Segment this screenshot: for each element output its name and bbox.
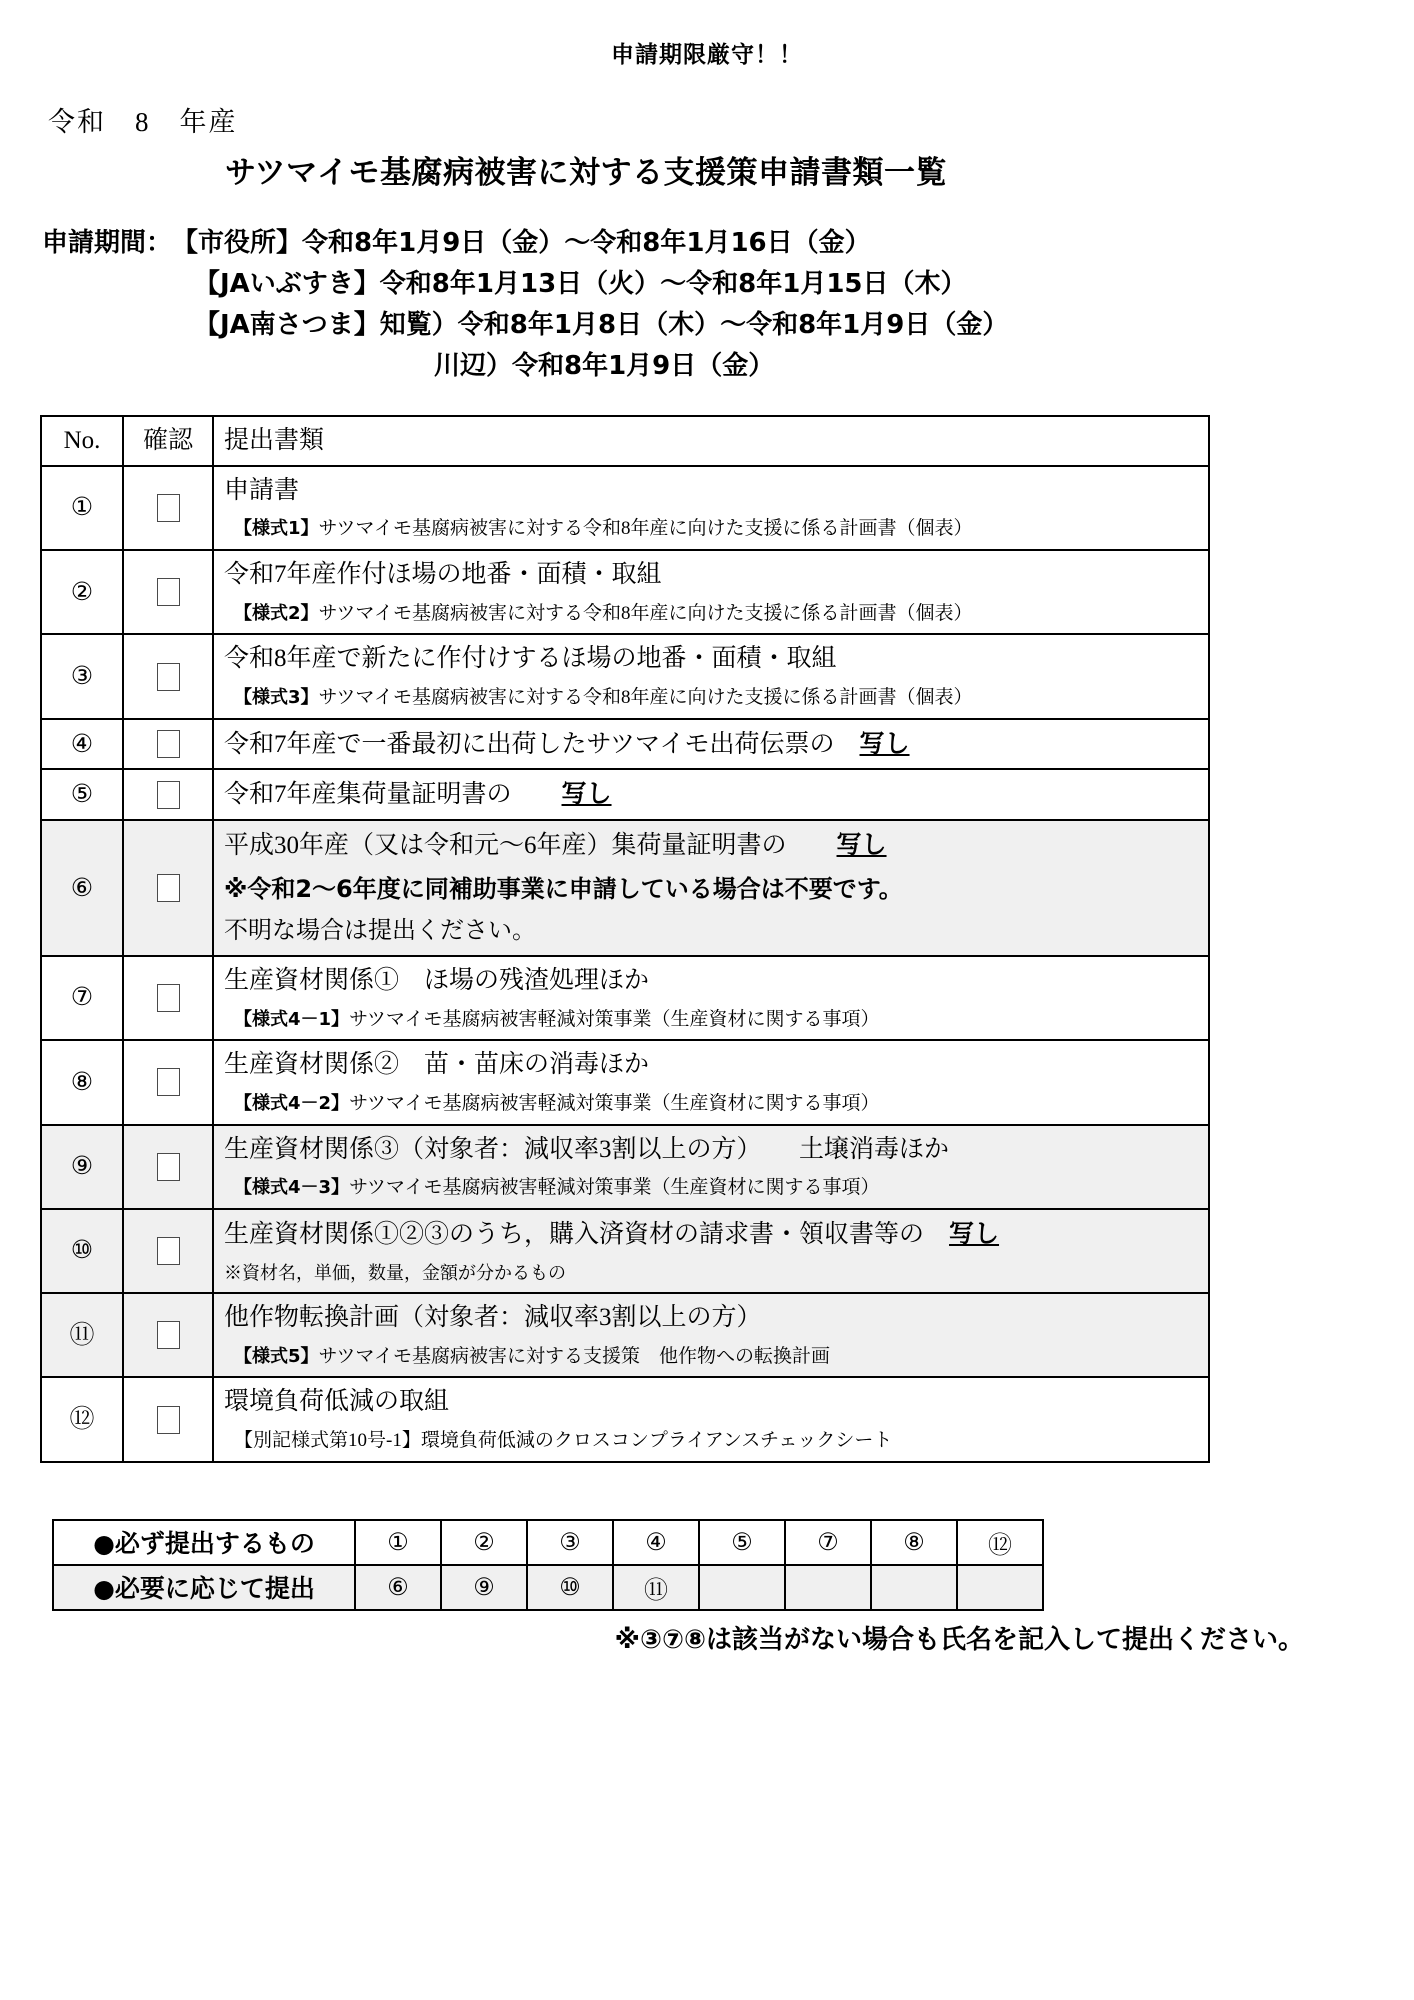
confirm-checkbox[interactable] [157, 1153, 180, 1181]
table-row [41, 466, 1209, 550]
summary-slot: ② [441, 1520, 527, 1565]
table-row [41, 1040, 1209, 1124]
application-period-block [42, 223, 1414, 387]
row-number: ④ [70, 730, 94, 758]
application-period-line-3: 【JA南さつま】知覧）令和8年1月8日（木）～令和8年1月9日（金） [194, 310, 1009, 341]
summary-slot: ⑨ [441, 1565, 527, 1610]
table-row [41, 719, 1209, 770]
summary-slot: ④ [613, 1520, 699, 1565]
document-sub-text [224, 1428, 1208, 1454]
table-row [41, 1125, 1209, 1209]
column-header-check: 確認 [142, 427, 193, 455]
document-main-label: 生産資材関係① ほ場の残渣処理ほか [224, 966, 650, 994]
document-sub-text [224, 1344, 1208, 1370]
document-main-label: 令和7年産集荷量証明書の [224, 781, 562, 809]
document-sub-label: サツマイモ基腐病被害に対する令和8年産に向けた支援に係る計画書（個表） [318, 602, 973, 624]
document-cell [214, 821, 1208, 955]
application-period-row-2 [42, 264, 1414, 305]
confirm-checkbox-cell[interactable] [124, 730, 212, 758]
summary-slot: ⑩ [527, 1565, 613, 1610]
document-main-label: 令和8年産で新たに作付けするほ場の地番・面積・取組 [224, 645, 837, 673]
table-header-row [41, 416, 1209, 465]
document-main-text [224, 474, 1208, 508]
document-main-label: 生産資材関係③（対象者：減収率3割以上の方） 土壌消毒ほか [224, 1135, 950, 1163]
application-period-label: 申請期間： [42, 228, 173, 258]
document-cell [214, 635, 1208, 717]
document-cell [214, 1378, 1208, 1460]
document-sub-text [224, 685, 1208, 711]
document-sub-text [224, 1091, 1208, 1117]
document-sub-text [224, 601, 1208, 627]
application-period-row-1 [42, 223, 1414, 264]
summary-table [52, 1519, 1044, 1611]
row-number: ⑧ [70, 1068, 94, 1096]
summary-slot: ⑧ [871, 1520, 957, 1565]
summary-slot: ⑥ [355, 1565, 441, 1610]
table-row [41, 1293, 1209, 1377]
summary-row [53, 1565, 1043, 1610]
summary-row-label: ●必ず提出するもの [53, 1520, 355, 1565]
form-tag: 【様式4－3】 [234, 1177, 350, 1199]
summary-row-label: ●必要に応じて提出 [53, 1565, 355, 1610]
document-sub-text [224, 1175, 1208, 1201]
document-main-label: 生産資材関係①②③のうち，購入済資材の請求書・領収書等の [224, 1220, 950, 1248]
confirm-checkbox[interactable] [157, 874, 180, 902]
document-main-text [224, 828, 1208, 863]
confirm-checkbox[interactable] [157, 578, 180, 606]
document-sub-label: 【別記様式第10号-1】環境負荷低減のクロスコンプライアンスチェックシート [234, 1430, 893, 1452]
confirm-checkbox-cell[interactable] [124, 984, 212, 1012]
document-cell [214, 720, 1208, 769]
document-sub-label: サツマイモ基腐病被害に対する支援策 他作物への転換計画 [318, 1345, 831, 1367]
document-main-text [224, 777, 1208, 812]
row-number: ⑥ [70, 874, 94, 902]
document-main-text [224, 1385, 1208, 1419]
confirm-checkbox-cell[interactable] [124, 1406, 212, 1434]
document-main-text [224, 1217, 1208, 1252]
row-number: ① [70, 494, 94, 522]
confirm-checkbox-cell[interactable] [124, 663, 212, 691]
document-main-emphasis: 写し [561, 779, 612, 809]
confirm-checkbox[interactable] [157, 1237, 180, 1265]
confirm-checkbox[interactable] [157, 494, 180, 522]
page-title: サツマイモ基腐病被害に対する支援策申請書類一覧 [225, 155, 948, 191]
document-sub-small: ※資材名，単価，数量，金額が分かるもの [224, 1262, 566, 1283]
confirm-checkbox-cell[interactable] [124, 1237, 212, 1265]
document-main-label: 他作物転換計画（対象者：減収率3割以上の方） [224, 1303, 762, 1331]
document-main-text [224, 1048, 1208, 1082]
row-number: ⑫ [69, 1406, 95, 1434]
table-row [41, 1377, 1209, 1461]
form-tag: 【様式1】 [234, 518, 319, 540]
document-main-emphasis: 写し [859, 728, 910, 758]
row-number: ③ [70, 663, 94, 691]
form-tag: 【様式3】 [234, 687, 319, 709]
crop-year-line: 令和 8 年産 [48, 107, 238, 137]
application-period-line-2: 【JAいぶすき】令和8年1月13日（火）～令和8年1月15日（木） [194, 269, 967, 300]
document-main-label: 申請書 [224, 476, 300, 504]
document-main-text [224, 642, 1208, 676]
table-row [41, 550, 1209, 634]
confirm-checkbox-cell[interactable] [124, 578, 212, 606]
summary-slot: ⑤ [699, 1520, 785, 1565]
document-sub-label: サツマイモ基腐病被害軽減対策事業（生産資材に関する事項） [349, 1008, 880, 1030]
document-main-text [224, 1133, 1208, 1167]
form-tag: 【様式4－2】 [234, 1092, 350, 1114]
confirm-checkbox[interactable] [157, 1321, 180, 1349]
column-header-document: 提出書類 [224, 427, 325, 455]
document-note-plain: 不明な場合は提出ください。 [224, 918, 536, 945]
document-sub-label: サツマイモ基腐病被害に対する令和8年産に向けた支援に係る計画書（個表） [318, 518, 973, 540]
summary-slot: ⑦ [785, 1520, 871, 1565]
application-period-row-4 [42, 346, 1414, 387]
application-period-row-3 [42, 305, 1414, 346]
summary-row [53, 1520, 1043, 1565]
confirm-checkbox[interactable] [157, 663, 180, 691]
summary-slot [785, 1565, 871, 1610]
document-cell [214, 551, 1208, 633]
summary-slot [699, 1565, 785, 1610]
document-main-label: 平成30年産（又は令和元～6年産）集荷量証明書の [224, 832, 837, 860]
confirm-checkbox-cell[interactable] [124, 1068, 212, 1096]
row-number: ⑤ [70, 781, 94, 809]
document-main-label: 環境負荷低減の取組 [224, 1388, 450, 1416]
document-main-text [224, 964, 1208, 998]
application-period-line-4: 川辺）令和8年1月9日（金） [434, 351, 775, 382]
column-header-no: No. [63, 427, 101, 455]
table-row [41, 1209, 1209, 1293]
document-sub-label: サツマイモ基腐病被害軽減対策事業（生産資材に関する事項） [349, 1092, 880, 1114]
document-main-emphasis: 写し [836, 830, 887, 860]
summary-slot [871, 1565, 957, 1610]
confirm-checkbox[interactable] [157, 730, 180, 758]
document-sub-text [224, 516, 1208, 542]
table-row [41, 956, 1209, 1040]
document-main-text [224, 558, 1208, 592]
document-main-emphasis: 写し [949, 1218, 1000, 1248]
document-main-text [224, 727, 1208, 762]
form-tag: 【様式2】 [234, 602, 319, 624]
confirm-checkbox[interactable] [157, 1068, 180, 1096]
document-cell [214, 1126, 1208, 1208]
application-period-line-1: 【市役所】令和8年1月9日（金）～令和8年1月16日（金） [172, 228, 871, 258]
summary-slot: ③ [527, 1520, 613, 1565]
row-number: ⑩ [70, 1237, 94, 1265]
form-tag: 【様式4－1】 [234, 1008, 350, 1030]
document-cell [214, 770, 1208, 819]
row-number: ⑪ [69, 1321, 95, 1349]
document-cell [214, 1041, 1208, 1123]
confirm-checkbox-cell[interactable] [124, 874, 212, 902]
document-main-label: 生産資材関係② 苗・苗床の消毒ほか [224, 1051, 650, 1079]
document-sub-label: サツマイモ基腐病被害軽減対策事業（生産資材に関する事項） [349, 1177, 880, 1199]
document-cell [214, 1294, 1208, 1376]
summary-slot: ⑪ [613, 1565, 699, 1610]
document-main-label: 令和7年産で一番最初に出荷したサツマイモ出荷伝票の [224, 730, 860, 758]
document-cell [214, 467, 1208, 549]
row-number: ⑨ [70, 1153, 94, 1181]
confirm-checkbox-cell[interactable] [124, 494, 212, 522]
document-sub-label: サツマイモ基腐病被害に対する令和8年産に向けた支援に係る計画書（個表） [318, 687, 973, 709]
document-main-label: 令和7年産作付ほ場の地番・面積・取組 [224, 560, 662, 588]
confirm-checkbox[interactable] [157, 984, 180, 1012]
confirm-checkbox-cell[interactable] [124, 781, 212, 809]
summary-slot: ① [355, 1520, 441, 1565]
confirm-checkbox-cell[interactable] [124, 1321, 212, 1349]
footer-note: ※③⑦⑧は該当がない場合も氏名を記入して提出ください。 [614, 1624, 1304, 1655]
documents-table [40, 415, 1210, 1462]
document-sub-text [224, 1007, 1208, 1033]
row-number: ⑦ [70, 984, 94, 1012]
summary-slot: ⑫ [957, 1520, 1043, 1565]
row-number: ② [70, 578, 94, 606]
table-row [41, 634, 1209, 718]
document-note-bold: ※令和2～6年度に同補助事業に申請している場合は不要です。 [224, 874, 903, 903]
summary-slot [957, 1565, 1043, 1610]
confirm-checkbox[interactable] [157, 1406, 180, 1434]
confirm-checkbox-cell[interactable] [124, 1153, 212, 1181]
deadline-notice: 申請期限厳守！！ [611, 42, 803, 68]
form-tag: 【様式5】 [234, 1345, 319, 1367]
document-main-text [224, 1301, 1208, 1335]
confirm-checkbox[interactable] [157, 781, 180, 809]
table-row [41, 769, 1209, 820]
table-row [41, 820, 1209, 956]
document-cell [214, 1210, 1208, 1292]
document-cell [214, 957, 1208, 1039]
